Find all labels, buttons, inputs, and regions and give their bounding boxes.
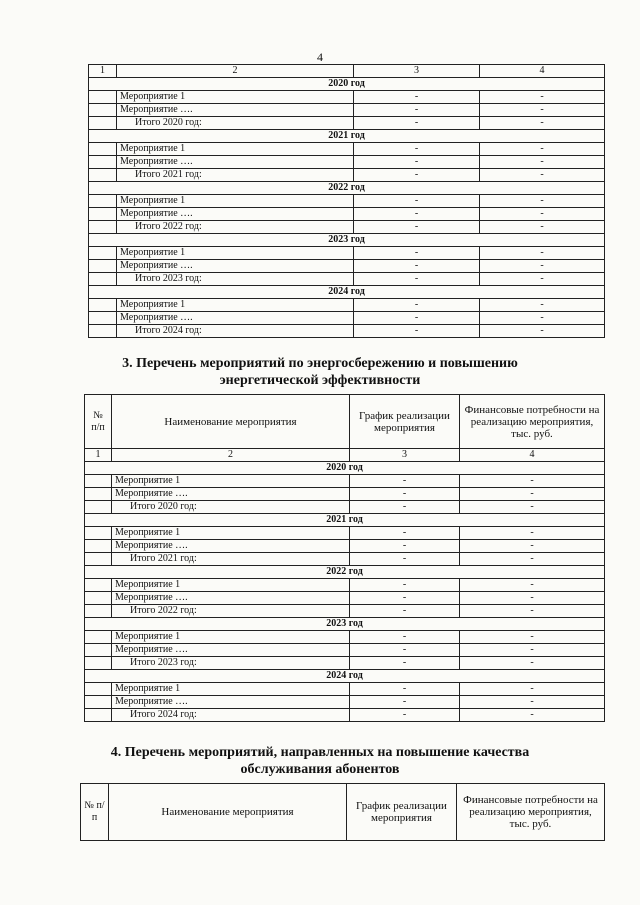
finance-value: -	[480, 260, 605, 273]
col-num-3: 3	[354, 65, 480, 78]
row-number	[85, 683, 112, 696]
col-num-3: 3	[350, 449, 460, 462]
schedule-value: -	[354, 169, 480, 182]
schedule-value: -	[354, 299, 480, 312]
finance-value: -	[460, 475, 605, 488]
section4-title-line2: обслуживания абонентов	[240, 762, 400, 777]
finance-value: -	[460, 631, 605, 644]
column-number-row	[85, 449, 605, 462]
col-num-1: 1	[89, 65, 117, 78]
row-number	[85, 488, 112, 501]
total-label: Итого 2022 год:	[112, 605, 350, 618]
measure-name: Мероприятие 1	[112, 527, 350, 540]
finance-value: -	[480, 221, 605, 234]
table-row	[85, 592, 605, 605]
year-label: 2023 год	[85, 618, 605, 631]
measure-name: Мероприятие ….	[117, 156, 354, 169]
table-row	[85, 475, 605, 488]
table-row	[89, 143, 605, 156]
total-label: Итого 2022 год:	[117, 221, 354, 234]
header-row	[85, 395, 605, 449]
measure-name: Мероприятие 1	[112, 631, 350, 644]
header-finance: Финансовые потребности на реализацию мероприятия, тыс. руб.	[460, 395, 605, 449]
year-row	[89, 130, 605, 143]
finance-value: -	[480, 143, 605, 156]
finance-value: -	[460, 657, 605, 670]
header-finance: Финансовые потребности на реализацию мероприятия, тыс. руб.	[457, 784, 605, 841]
service-quality-table	[80, 783, 605, 841]
year-row	[85, 514, 605, 527]
table-row	[89, 299, 605, 312]
total-label: Итого 2020 год:	[112, 501, 350, 514]
row-number	[89, 156, 117, 169]
table-row	[89, 117, 605, 130]
schedule-value: -	[350, 527, 460, 540]
header-num: № п/п	[85, 395, 112, 449]
section3-title-line2: энергетической эффективности	[219, 373, 421, 388]
year-label: 2022 год	[89, 182, 605, 195]
schedule-value: -	[354, 247, 480, 260]
measure-name: Мероприятие 1	[112, 683, 350, 696]
section3-title-line1: 3. Перечень мероприятий по энергосбережению и повышению	[122, 356, 518, 371]
measure-name: Мероприятие ….	[117, 312, 354, 325]
schedule-value: -	[354, 143, 480, 156]
continued-table	[88, 64, 605, 338]
finance-value: -	[460, 553, 605, 566]
year-row	[85, 462, 605, 475]
measure-name: Мероприятие 1	[117, 195, 354, 208]
schedule-value: -	[354, 195, 480, 208]
schedule-value: -	[350, 683, 460, 696]
total-label: Итого 2023 год:	[117, 273, 354, 286]
measure-name: Мероприятие 1	[117, 299, 354, 312]
schedule-value: -	[354, 156, 480, 169]
col-num-2: 2	[112, 449, 350, 462]
finance-value: -	[480, 169, 605, 182]
finance-value: -	[480, 208, 605, 221]
table-row	[89, 312, 605, 325]
schedule-value: -	[350, 553, 460, 566]
table-row	[89, 169, 605, 182]
finance-value: -	[480, 195, 605, 208]
table-row	[85, 501, 605, 514]
row-number	[85, 696, 112, 709]
finance-value: -	[460, 501, 605, 514]
total-label: Итого 2021 год:	[112, 553, 350, 566]
schedule-value: -	[350, 501, 460, 514]
table-row	[89, 156, 605, 169]
finance-value: -	[480, 91, 605, 104]
schedule-value: -	[354, 325, 480, 338]
schedule-value: -	[350, 605, 460, 618]
row-number	[85, 644, 112, 657]
finance-value: -	[460, 592, 605, 605]
row-number	[89, 273, 117, 286]
finance-value: -	[460, 527, 605, 540]
finance-value: -	[480, 117, 605, 130]
col-num-4: 4	[480, 65, 605, 78]
year-row	[89, 78, 605, 91]
measure-name: Мероприятие ….	[117, 260, 354, 273]
measure-name: Мероприятие ….	[112, 696, 350, 709]
table-row	[89, 91, 605, 104]
measure-name: Мероприятие ….	[112, 540, 350, 553]
table-row	[89, 273, 605, 286]
table-row	[89, 104, 605, 117]
year-label: 2020 год	[85, 462, 605, 475]
row-number	[89, 169, 117, 182]
table-row	[85, 683, 605, 696]
row-number	[89, 117, 117, 130]
table-row	[85, 488, 605, 501]
table-row	[89, 247, 605, 260]
finance-value: -	[480, 299, 605, 312]
row-number	[89, 104, 117, 117]
schedule-value: -	[350, 631, 460, 644]
table-row	[85, 657, 605, 670]
row-number	[89, 91, 117, 104]
row-number	[89, 221, 117, 234]
row-number	[89, 208, 117, 221]
measure-name: Мероприятие 1	[112, 579, 350, 592]
row-number	[85, 592, 112, 605]
schedule-value: -	[350, 488, 460, 501]
row-number	[85, 605, 112, 618]
measure-name: Мероприятие ….	[117, 104, 354, 117]
year-row	[89, 234, 605, 247]
finance-value: -	[480, 247, 605, 260]
row-number	[89, 299, 117, 312]
continued-table-body	[89, 65, 605, 338]
year-label: 2024 год	[85, 670, 605, 683]
service-quality-table-body	[81, 784, 605, 841]
row-number	[85, 540, 112, 553]
row-number	[85, 475, 112, 488]
schedule-value: -	[350, 657, 460, 670]
row-number	[89, 260, 117, 273]
table-row	[85, 605, 605, 618]
schedule-value: -	[350, 644, 460, 657]
finance-value: -	[480, 156, 605, 169]
table-row	[85, 527, 605, 540]
measure-name: Мероприятие ….	[112, 592, 350, 605]
measure-name: Мероприятие ….	[112, 488, 350, 501]
section4-title-line1: 4. Перечень мероприятий, направленных на повышение качества	[110, 745, 530, 760]
row-number	[85, 709, 112, 722]
year-label: 2021 год	[85, 514, 605, 527]
table-row	[89, 208, 605, 221]
section3-title	[0, 355, 640, 389]
schedule-value: -	[350, 579, 460, 592]
energy-saving-table-body	[85, 395, 605, 722]
year-label: 2022 год	[85, 566, 605, 579]
total-label: Итого 2020 год:	[117, 117, 354, 130]
col-num-2: 2	[117, 65, 354, 78]
total-label: Итого 2024 год:	[117, 325, 354, 338]
row-number	[85, 501, 112, 514]
table-row	[89, 325, 605, 338]
header-schedule: График реализации мероприятия	[350, 395, 460, 449]
finance-value: -	[460, 709, 605, 722]
schedule-value: -	[350, 592, 460, 605]
table-row	[85, 553, 605, 566]
schedule-value: -	[354, 221, 480, 234]
energy-saving-table	[84, 394, 605, 722]
total-label: Итого 2021 год:	[117, 169, 354, 182]
finance-value: -	[460, 605, 605, 618]
row-number	[89, 143, 117, 156]
row-number	[89, 195, 117, 208]
measure-name: Мероприятие 1	[112, 475, 350, 488]
finance-value: -	[460, 579, 605, 592]
total-label: Итого 2024 год:	[112, 709, 350, 722]
row-number	[85, 579, 112, 592]
row-number	[89, 247, 117, 260]
measure-name: Мероприятие ….	[117, 208, 354, 221]
finance-value: -	[460, 540, 605, 553]
col-num-4: 4	[460, 449, 605, 462]
header-num: № п/п	[81, 784, 109, 841]
schedule-value: -	[350, 709, 460, 722]
header-name: Наименование мероприятия	[112, 395, 350, 449]
year-row	[85, 618, 605, 631]
finance-value: -	[480, 104, 605, 117]
schedule-value: -	[354, 312, 480, 325]
year-label: 2024 год	[89, 286, 605, 299]
column-number-row	[89, 65, 605, 78]
finance-value: -	[460, 488, 605, 501]
table-row	[85, 644, 605, 657]
measure-name: Мероприятие 1	[117, 91, 354, 104]
year-label: 2021 год	[89, 130, 605, 143]
finance-value: -	[480, 325, 605, 338]
total-label: Итого 2023 год:	[112, 657, 350, 670]
table-row	[89, 260, 605, 273]
table-row	[89, 221, 605, 234]
year-label: 2023 год	[89, 234, 605, 247]
finance-value: -	[460, 683, 605, 696]
table-row	[85, 631, 605, 644]
section4-title	[0, 744, 640, 778]
header-schedule: График реализации мероприятия	[347, 784, 457, 841]
schedule-value: -	[354, 208, 480, 221]
schedule-value: -	[354, 260, 480, 273]
table-row	[85, 709, 605, 722]
measure-name: Мероприятие 1	[117, 247, 354, 260]
table-row	[89, 195, 605, 208]
table-row	[85, 540, 605, 553]
schedule-value: -	[350, 540, 460, 553]
year-row	[85, 566, 605, 579]
header-row	[81, 784, 605, 841]
schedule-value: -	[354, 273, 480, 286]
schedule-value: -	[350, 696, 460, 709]
row-number	[85, 631, 112, 644]
year-row	[85, 670, 605, 683]
finance-value: -	[460, 696, 605, 709]
schedule-value: -	[354, 104, 480, 117]
col-num-1: 1	[85, 449, 112, 462]
year-row	[89, 182, 605, 195]
row-number	[85, 527, 112, 540]
row-number	[89, 312, 117, 325]
row-number	[85, 553, 112, 566]
measure-name: Мероприятие 1	[117, 143, 354, 156]
page-number: 4	[317, 50, 323, 64]
year-row	[89, 286, 605, 299]
row-number	[89, 325, 117, 338]
measure-name: Мероприятие ….	[112, 644, 350, 657]
finance-value: -	[480, 312, 605, 325]
finance-value: -	[480, 273, 605, 286]
year-label: 2020 год	[89, 78, 605, 91]
header-name: Наименование мероприятия	[109, 784, 347, 841]
schedule-value: -	[354, 117, 480, 130]
table-row	[85, 696, 605, 709]
finance-value: -	[460, 644, 605, 657]
schedule-value: -	[350, 475, 460, 488]
schedule-value: -	[354, 91, 480, 104]
table-row	[85, 579, 605, 592]
row-number	[85, 657, 112, 670]
